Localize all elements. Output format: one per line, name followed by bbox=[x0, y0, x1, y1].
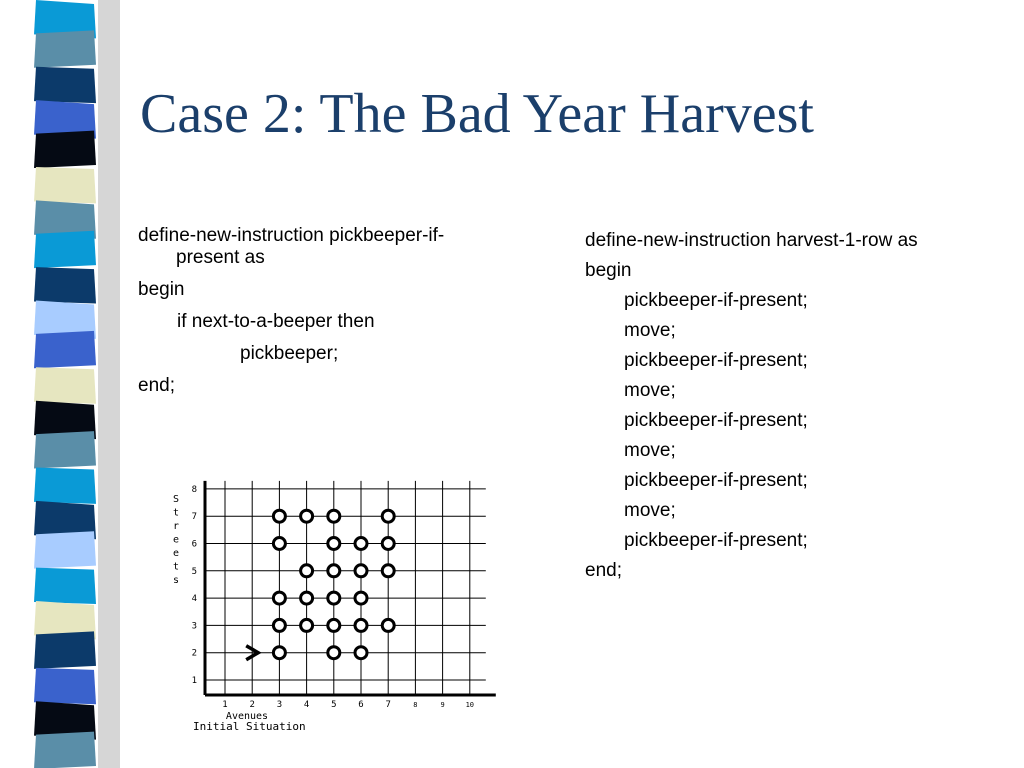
beeper-icon bbox=[328, 510, 340, 522]
beeper-icon bbox=[382, 619, 394, 631]
stripe-shadow bbox=[98, 0, 120, 768]
x-axis-label: Avenues bbox=[225, 711, 269, 722]
street-tick-label: 2 bbox=[191, 648, 197, 659]
stripe-block bbox=[34, 267, 96, 303]
street-tick-label: 1 bbox=[191, 676, 197, 686]
street-tick-label: 3 bbox=[191, 621, 197, 632]
stripe-block bbox=[34, 431, 96, 468]
stripe-block bbox=[34, 367, 96, 403]
y-axis-label-letter: e bbox=[172, 548, 180, 559]
avenue-tick-label: 5 bbox=[331, 700, 337, 710]
code-line: end; bbox=[138, 375, 175, 396]
avenue-tick-label: 9 bbox=[440, 701, 445, 709]
avenue-tick-label: 10 bbox=[465, 701, 475, 709]
beeper-icon bbox=[328, 538, 340, 550]
stripe-block bbox=[34, 231, 96, 268]
beeper-icon bbox=[273, 619, 285, 631]
beeper-icon bbox=[301, 592, 313, 604]
code-line: define-new-instruction pickbeeper-if- bbox=[138, 225, 445, 246]
beeper-icon bbox=[355, 538, 367, 550]
left-code-block bbox=[138, 222, 538, 402]
code-line: present as bbox=[176, 247, 265, 268]
beeper-icon bbox=[273, 538, 285, 550]
code-line: pickbeeper-if-present; bbox=[624, 470, 808, 491]
code-line: move; bbox=[624, 440, 676, 461]
stripe-block bbox=[34, 30, 96, 67]
code-line: move; bbox=[624, 500, 676, 521]
code-line: move; bbox=[624, 320, 676, 341]
avenue-tick-label: 4 bbox=[303, 700, 310, 710]
y-axis-label-letter: r bbox=[172, 521, 180, 532]
y-axis-label-letter: e bbox=[172, 534, 180, 546]
stripe-block bbox=[34, 331, 96, 368]
y-axis-label-letter: s bbox=[172, 575, 180, 586]
avenue-tick-label: 1 bbox=[222, 700, 228, 710]
avenue-tick-label: 2 bbox=[249, 700, 255, 710]
beeper-icon bbox=[301, 619, 313, 631]
avenue-tick-label: 8 bbox=[413, 701, 418, 709]
code-line: pickbeeper-if-present; bbox=[624, 530, 808, 551]
beeper-icon bbox=[301, 510, 313, 522]
y-axis-label-letter: t bbox=[172, 507, 180, 519]
code-line: pickbeeper-if-present; bbox=[624, 290, 808, 311]
beeper-icon bbox=[328, 619, 340, 631]
stripe-block bbox=[34, 131, 96, 168]
stripe-block bbox=[34, 631, 96, 668]
beeper-icon bbox=[355, 592, 367, 604]
figure-caption: Initial Situation bbox=[193, 720, 306, 733]
beeper-icon bbox=[382, 565, 394, 577]
beeper-icon bbox=[355, 619, 367, 631]
code-line: pickbeeper-if-present; bbox=[624, 350, 808, 371]
slide-title: Case 2: The Bad Year Harvest bbox=[140, 83, 814, 145]
beeper-icon bbox=[355, 565, 367, 577]
beeper-icon bbox=[328, 592, 340, 604]
code-line: move; bbox=[624, 380, 676, 401]
beeper-icon bbox=[328, 565, 340, 577]
stripe-block bbox=[34, 732, 96, 768]
stripe-block bbox=[34, 568, 96, 604]
code-line: if next-to-a-beeper then bbox=[177, 311, 375, 332]
avenue-tick-label: 7 bbox=[385, 700, 391, 710]
code-line: end; bbox=[585, 560, 622, 581]
beeper-icon bbox=[382, 538, 394, 550]
beeper-icon bbox=[382, 510, 394, 522]
code-line: define-new-instruction harvest-1-row as bbox=[585, 230, 918, 251]
stripe-block bbox=[34, 67, 96, 103]
street-tick-label: 6 bbox=[191, 539, 197, 550]
street-tick-label: 5 bbox=[191, 566, 197, 577]
y-axis-label-letter: S bbox=[172, 494, 180, 505]
beeper-icon bbox=[273, 647, 285, 659]
decorative-stripe-banner bbox=[0, 0, 120, 768]
code-line: pickbeeper-if-present; bbox=[624, 410, 808, 431]
code-line: begin bbox=[138, 279, 185, 300]
y-axis-label-letter: t bbox=[172, 561, 180, 573]
right-code-block bbox=[585, 226, 918, 586]
street-tick-label: 8 bbox=[191, 484, 197, 495]
stripe-block bbox=[34, 668, 96, 704]
avenue-tick-label: 3 bbox=[276, 700, 283, 710]
avenue-tick-label: 6 bbox=[358, 700, 364, 710]
code-line: begin bbox=[585, 260, 632, 281]
karel-world-diagram bbox=[160, 470, 500, 745]
beeper-icon bbox=[301, 565, 313, 577]
stripe-block bbox=[34, 167, 96, 203]
code-line: pickbeeper; bbox=[240, 343, 339, 364]
beeper-icon bbox=[328, 647, 340, 659]
stripe-block bbox=[34, 467, 96, 503]
stripe-block bbox=[34, 531, 96, 568]
beeper-icon bbox=[273, 510, 285, 522]
beeper-icon bbox=[273, 592, 285, 604]
beeper-icon bbox=[355, 647, 367, 659]
street-tick-label: 4 bbox=[191, 594, 197, 605]
street-tick-label: 7 bbox=[191, 512, 197, 523]
